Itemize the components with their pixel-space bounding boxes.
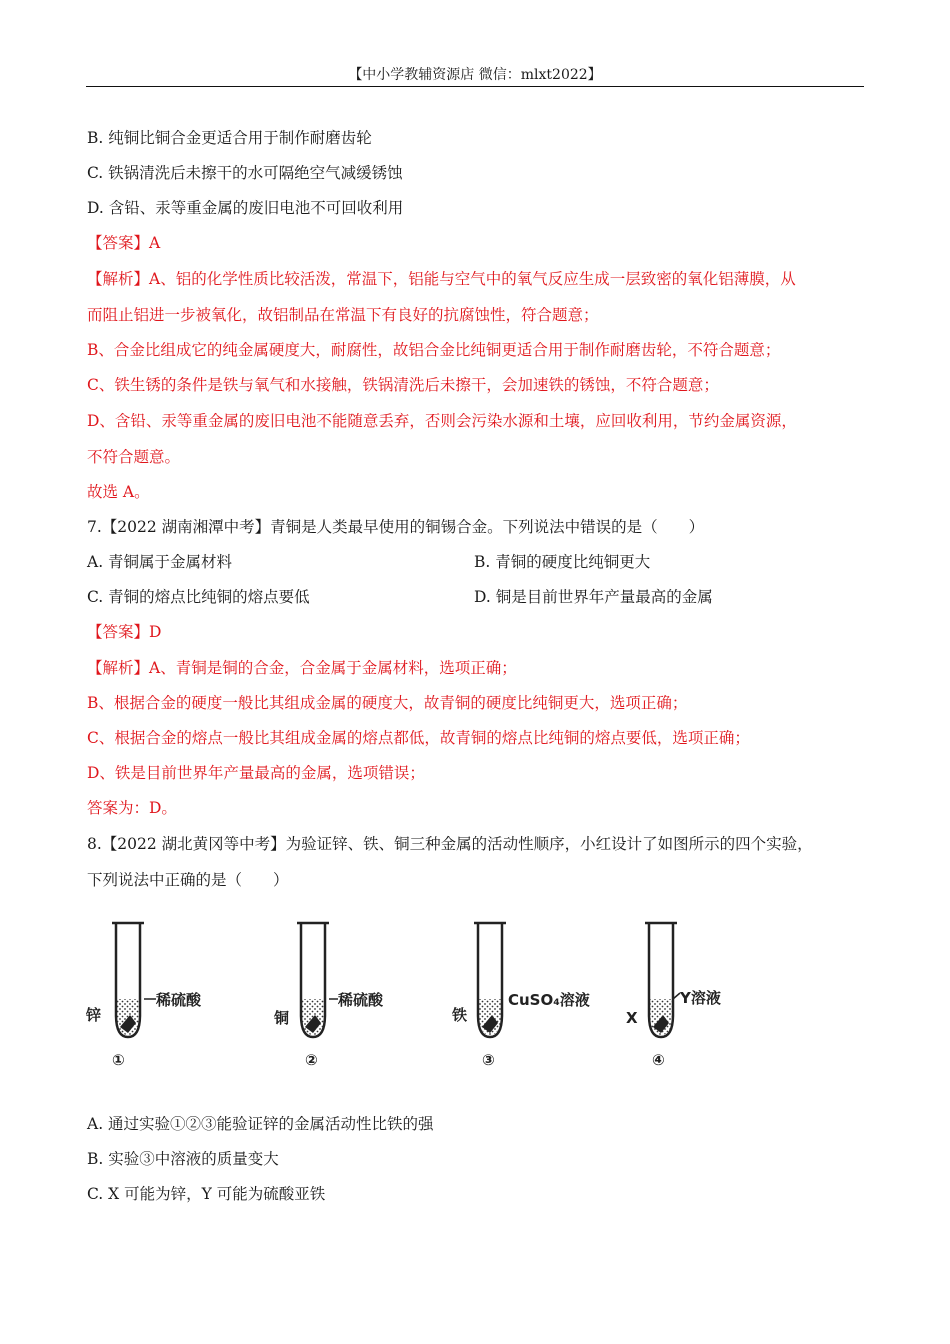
q7-option-a: A. 青铜属于金属材料: [87, 553, 233, 571]
page-header: 【中小学教辅资源店 微信：mlxt2022】: [86, 64, 864, 87]
q7-analysis-line: D、铁是目前世界年产量最高的金属，选项错误；: [87, 764, 425, 782]
q6-analysis-line: 故选 A。: [87, 483, 150, 501]
experiment-figure: [86, 915, 746, 1075]
test-tube-3: [474, 923, 506, 1037]
q6-answer: 【答案】A: [87, 234, 161, 252]
tube1-solution-label: 稀硫酸: [156, 991, 202, 1009]
tube2-number: ②: [305, 1051, 318, 1069]
tube3-solution-label: CuSO₄溶液: [508, 991, 590, 1009]
tube2-solution-label: 稀硫酸: [338, 991, 384, 1009]
q6-analysis-line: D、含铅、汞等重金属的废旧电池不能随意丢弃，否则会污染水源和土壤，应回收利用，节约金属资源，: [87, 412, 797, 430]
q7-answer: 【答案】D: [87, 623, 162, 641]
q8-stem-line1: 8.【2022 湖北黄冈等中考】为验证锌、铁、铜三种金属的活动性顺序，小红设计了如图所示的四个实验，: [87, 835, 813, 853]
tube2-metal-label: 铜: [274, 1009, 290, 1027]
test-tube-2: [297, 923, 338, 1037]
q6-analysis-line: 【解析】A、铝的化学性质比较活泼，常温下，铝能与空气中的氧气反应生成一层致密的氧化铝薄膜，从: [87, 270, 796, 288]
tube1-number: ①: [112, 1051, 125, 1069]
tube4-number: ④: [652, 1051, 665, 1069]
q6-option-d: D. 含铅、汞等重金属的废旧电池不可回收利用: [87, 199, 404, 217]
q7-option-d: D. 铜是目前世界年产量最高的金属: [474, 588, 713, 606]
tube3-metal-label: 铁: [452, 1006, 468, 1024]
q7-stem: 7.【2022 湖南湘潭中考】青铜是人类最早使用的铜锡合金。下列说法中错误的是（ ）: [87, 518, 705, 536]
q6-option-c: C. 铁锅清洗后未擦干的水可隔绝空气减缓锈蚀: [87, 164, 403, 182]
tube1-metal-label: 锌: [86, 1006, 102, 1024]
test-tube-4: [645, 923, 680, 1037]
q6-analysis-line: C、铁生锈的条件是铁与氧气和水接触，铁锅清洗后未擦干，会加速铁的锈蚀，不符合题意；: [87, 376, 719, 394]
q7-option-b: B. 青铜的硬度比纯铜更大: [474, 553, 651, 571]
tube4-metal-label: X: [626, 1009, 638, 1027]
q8-stem-line2: 下列说法中正确的是（ ）: [87, 871, 289, 889]
q8-option-c: C. X 可能为锌，Y 可能为硫酸亚铁: [87, 1185, 326, 1203]
test-tube-1: [112, 923, 156, 1037]
q6-analysis-line: 而阻止铝进一步被氧化，故铝制品在常温下有良好的抗腐蚀性，符合题意；: [87, 306, 599, 324]
q6-option-b: B. 纯铜比铜合金更适合用于制作耐磨齿轮: [87, 129, 372, 147]
q8-option-b: B. 实验③中溶液的质量变大: [87, 1150, 279, 1168]
q8-option-a: A. 通过实验①②③能验证锌的金属活动性比铁的强: [87, 1115, 434, 1133]
tube4-solution-label: Y溶液: [680, 989, 721, 1007]
q7-analysis-line: 答案为：D。: [87, 799, 177, 817]
q7-analysis-line: B、根据合金的硬度一般比其组成金属的硬度大，故青铜的硬度比纯铜更大，选项正确；: [87, 694, 688, 712]
q7-analysis-line: 【解析】A、青铜是铜的合金，合金属于金属材料，选项正确；: [87, 659, 517, 677]
q7-option-c: C. 青铜的熔点比纯铜的熔点要低: [87, 588, 310, 606]
q6-analysis-line: 不符合题意。: [87, 448, 181, 466]
q7-analysis-line: C、根据合金的熔点一般比其组成金属的熔点都低，故青铜的熔点比纯铜的熔点要低，选项正确；: [87, 729, 750, 747]
q6-analysis-line: B、合金比组成它的纯金属硬度大，耐腐性，故铝合金比纯铜更适合用于制作耐磨齿轮，不符合题意；: [87, 341, 781, 359]
tube3-number: ③: [482, 1051, 495, 1069]
